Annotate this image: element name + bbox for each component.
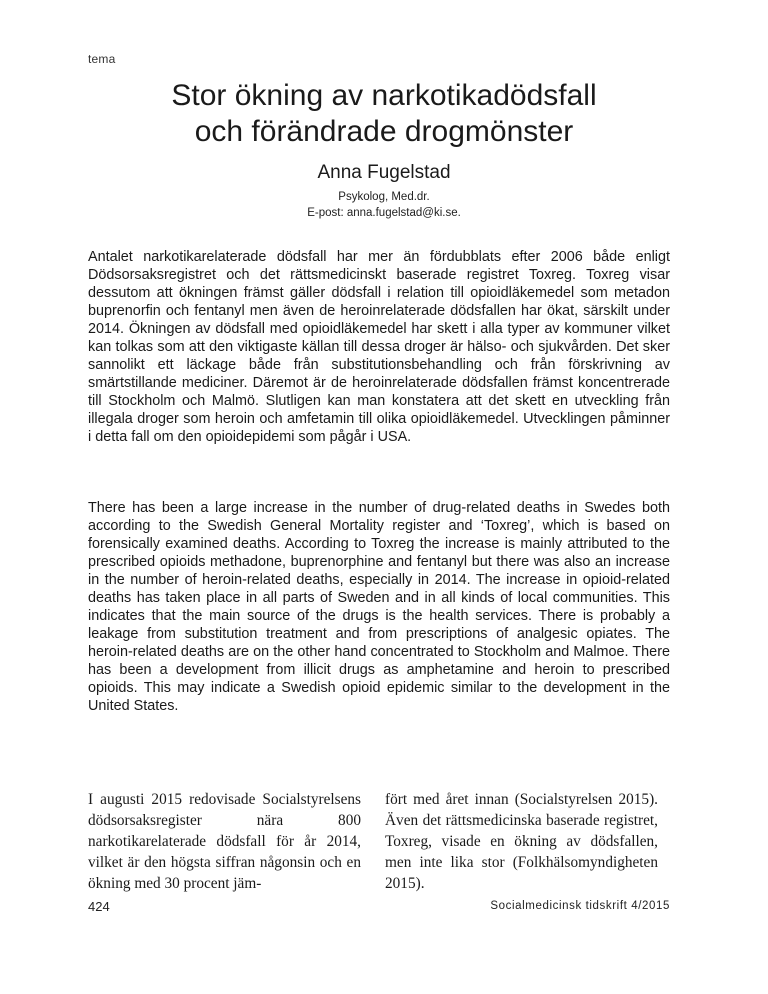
journal-footer: Socialmedicinsk tidskrift 4/2015 (490, 900, 670, 912)
body-column-right: fört med året innan (Socialstyrelsen 2015). Även det rättsmedicinska baserade registret, Toxreg, visade en ökning av dödsfallen, men inte lika stor (Folkhälsomyndigheten 2015). (385, 791, 658, 892)
author-name: Anna Fugelstad (317, 162, 451, 183)
article-title-line-2: och förändrade drogmönster (194, 115, 574, 148)
author-email: E-post: anna.fugelstad@ki.se. (307, 207, 461, 219)
author-affiliation-block (0, 189, 768, 221)
abstract-swedish: Antalet narkotikarelaterade dödsfall har mer än fördubblats efter 2006 både enligt Dödsorsaksregistret och det rättsmedicinskt baserade registret Toxreg. Toxreg visar dessutom att ökningen främst gäller dödsfall i relation till opioidläkemedel som metadon buprenorfin och fentanyl men även de heroinrelaterade dödsfallen har ökat, särskilt under 2014. Ökningen av dödsfall med opioidläkemedel har skett i alla typer av kommuner vilket kan tolkas som att den viktigaste källan till dessa droger är hälso- och sjukvården. Det sker sannolikt ett läckage både från substitutionsbehandling och från förskrivning av smärtstillande mediciner. Däremot är de heroinrelaterade dödsfallen främst koncentrerade till Stockholm och Malmö. Slutligen kan man konstatera att det skett en utveckling från illegala droger som heroin och amfetamin till olika opioidläkemedel. Utvecklingen påminner i detta fall om den opioidepidemi som pågår i USA. (88, 249, 670, 445)
body-column-left: I augusti 2015 redovisade Socialstyrelsens dödsorsaksregister nära 800 narkotikarelaterade dödsfall för år 2014, vilket är den högsta siffran någonsin och en ökning med 30 procent jäm- (88, 791, 361, 892)
section-tag: tema (88, 52, 116, 66)
article-title-line-1: Stor ökning av narkotikadödsfall (171, 79, 597, 112)
author-affiliation: Psykolog, Med.dr. (338, 191, 430, 203)
page-number: 424 (88, 899, 110, 914)
abstract-english: There has been a large increase in the number of drug-related deaths in Swedes both according to the Swedish General Mortality register and ‘Toxreg’, which is based on forensically examined deaths. According to Toxreg the increase is mainly attributed to the prescribed opioids methadone, buprenorphine and fentanyl but there was also an increase in the number of heroin-related deaths, especially in 2014. The increase in opioid-related deaths has taken place in all parts of Sweden and in all kinds of local communities. This indicates that the main source of the drugs is the health services. There is probably a leakage from substitution treatment and from prescriptions of analgesic opiates. The heroin-related deaths are on the other hand concentrated to Stockholm and Malmoe. There has been a development from illicit drugs as amphetamine and heroin to prescribed opioids. This may indicate a Swedish opioid epidemic similar to the development in the United States. (88, 500, 670, 714)
article-title (0, 78, 768, 150)
